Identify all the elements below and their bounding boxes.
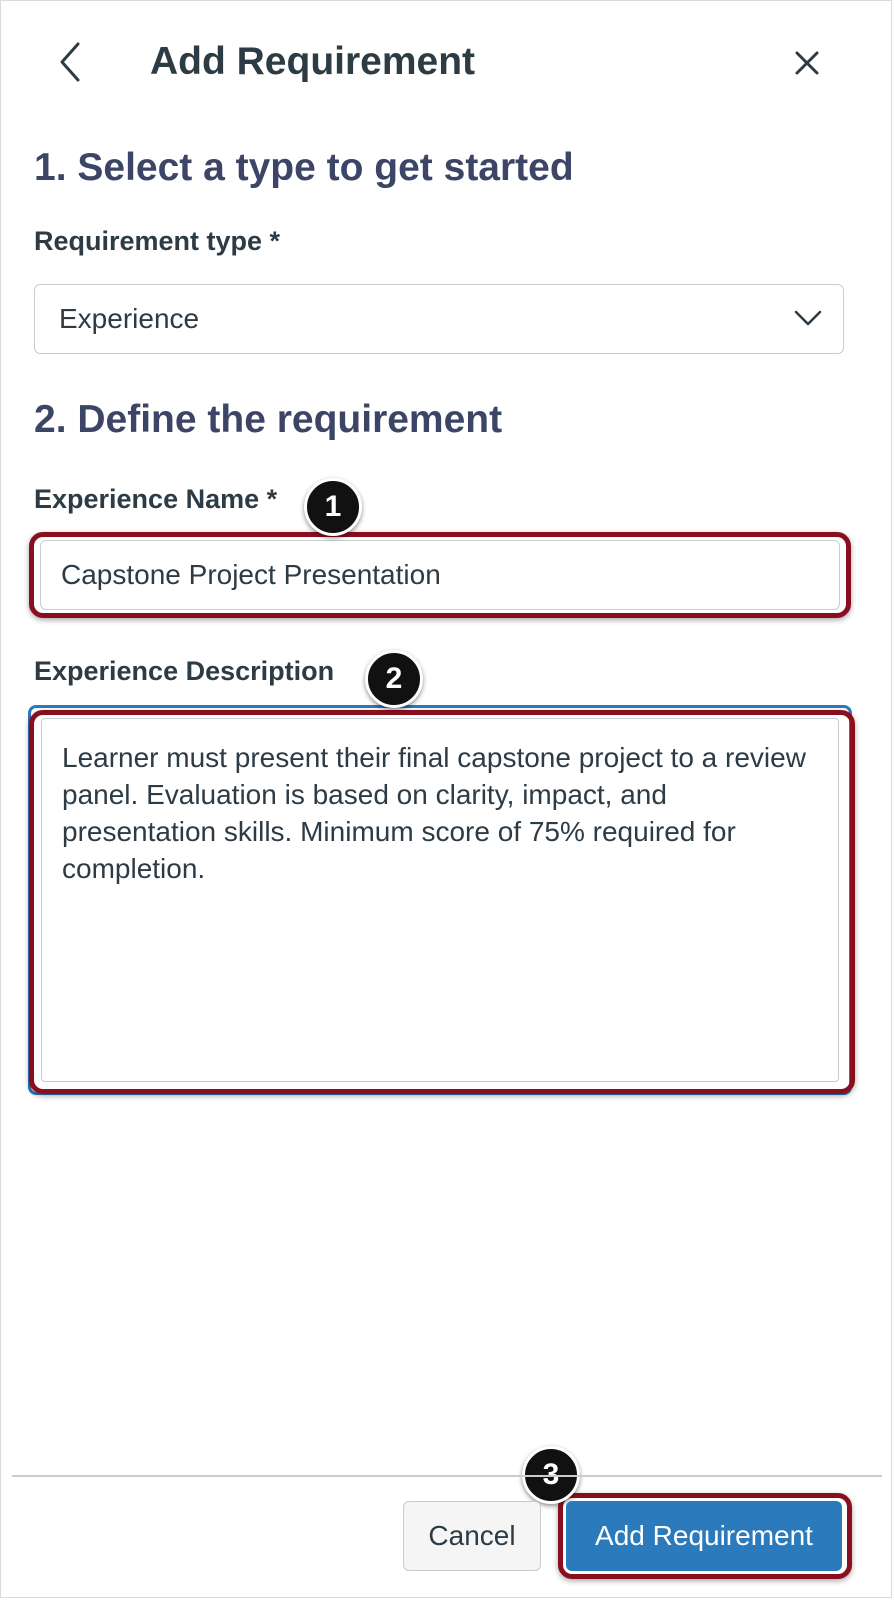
chevron-down-icon [793,307,823,329]
experience-name-input[interactable] [40,540,840,610]
page-title: Add Requirement [150,40,476,83]
close-icon [790,46,824,80]
requirement-type-label: Requirement type * [34,226,281,256]
description-focus-ring [28,705,852,1095]
experience-description-textarea[interactable] [41,718,839,1082]
step1-heading: 1. Select a type to get started [34,146,574,189]
experience-description-label: Experience Description [34,656,335,686]
back-button[interactable] [50,40,90,84]
callout-badge-2: 2 [365,650,423,708]
step2-heading: 2. Define the requirement [34,398,503,441]
close-button[interactable] [790,46,824,80]
chevron-left-icon [50,40,90,84]
experience-name-label: Experience Name * [34,484,278,514]
callout-badge-1: 1 [304,478,362,536]
cancel-button[interactable]: Cancel [403,1501,541,1571]
footer-divider [12,1475,882,1477]
panel-header [0,28,894,108]
requirement-type-select[interactable] [34,284,844,354]
add-requirement-button[interactable]: Add Requirement [566,1501,842,1571]
requirement-type-value: Experience [59,303,200,334]
